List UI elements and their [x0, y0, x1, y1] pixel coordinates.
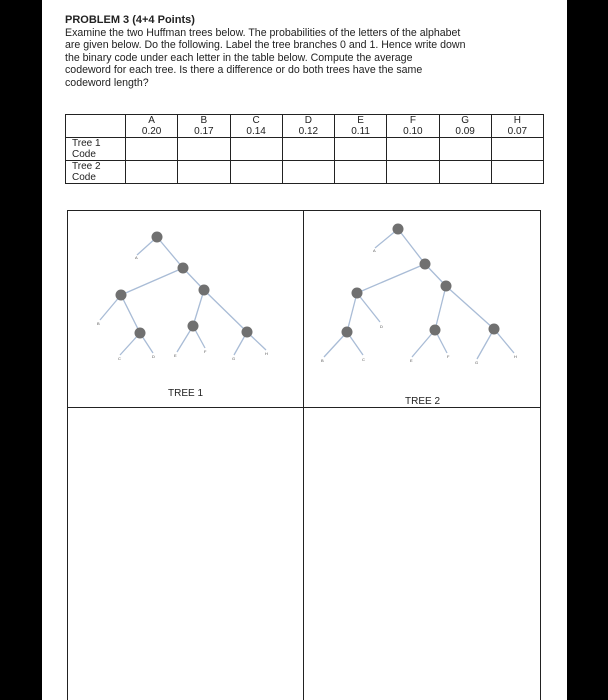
tree2-leaf-label: C — [362, 357, 365, 362]
tree1-leaf-label: E — [174, 353, 177, 358]
tree2-edge — [357, 293, 380, 322]
tree1-leaf-label: A — [135, 255, 138, 260]
tree1-node — [242, 327, 253, 338]
tree1-diagram — [97, 232, 268, 362]
letter-cell: D — [282, 115, 334, 127]
table-corner-cell — [66, 126, 126, 138]
tree2-edge — [435, 286, 446, 330]
huffman-trees — [67, 210, 541, 410]
tree1-code-row — [66, 138, 544, 161]
code-cell[interactable] — [439, 138, 491, 161]
description-line: Examine the two Huffman trees below. The probabilities of the letters of the alphabet — [65, 27, 461, 39]
probability-cell: 0.10 — [387, 126, 439, 138]
tree2-leaf-label: H — [514, 354, 517, 359]
table-corner-cell — [66, 115, 126, 127]
tree1-node — [116, 290, 127, 301]
tree1-node — [199, 285, 210, 296]
tree1-leaf-label: F — [204, 349, 207, 354]
code-cell[interactable] — [387, 138, 439, 161]
tree1-nodes — [116, 232, 253, 339]
tree2-caption: TREE 2 — [405, 396, 441, 407]
probability-cell: 0.11 — [335, 126, 387, 138]
code-cell[interactable] — [230, 138, 282, 161]
tree1-leaf-label: G — [232, 356, 236, 361]
tree2-node — [393, 224, 404, 235]
tree2-node — [342, 327, 353, 338]
tree2-leaf-label: E — [410, 358, 413, 363]
row-label-line: Tree 2 — [72, 161, 101, 172]
code-cell[interactable] — [439, 161, 491, 184]
tree2-node — [430, 325, 441, 336]
letter-cell: B — [178, 115, 230, 127]
tree1-edge — [157, 237, 183, 268]
code-cell[interactable] — [282, 161, 334, 184]
tree2-edge — [347, 293, 357, 332]
probability-cell: 0.07 — [491, 126, 543, 138]
letter-cell: A — [126, 115, 178, 127]
tree1-edge — [121, 268, 183, 295]
probability-row — [66, 126, 544, 138]
letter-cell: H — [491, 115, 543, 127]
tree2-edge — [398, 229, 425, 264]
tree1-node — [188, 321, 199, 332]
tree2-node — [352, 288, 363, 299]
tree1-node — [135, 328, 146, 339]
code-cell[interactable] — [178, 138, 230, 161]
tree2-leaf-label: A — [373, 248, 376, 253]
letter-cell: F — [387, 115, 439, 127]
tree2-node — [489, 324, 500, 335]
tree1-node — [152, 232, 163, 243]
code-cell[interactable] — [491, 138, 543, 161]
tree1-leaf-label: C — [118, 356, 121, 361]
document-page — [42, 0, 567, 700]
tree1-node — [178, 263, 189, 274]
description-line: codeword length? — [65, 76, 149, 89]
code-cell[interactable] — [335, 161, 387, 184]
tree1-edge — [204, 290, 247, 332]
code-cell[interactable] — [126, 138, 178, 161]
probability-cell: 0.17 — [178, 126, 230, 138]
problem-heading: PROBLEM 3 (4+4 Points) — [65, 14, 195, 26]
tree1-edge — [193, 290, 204, 326]
tree1-row-label — [66, 138, 126, 161]
tree2-edge — [446, 286, 494, 329]
tree2-node — [420, 259, 431, 270]
code-cell[interactable] — [387, 161, 439, 184]
description-line: are given below. Do the following. Label the tree branches 0 and 1. Hence write down — [65, 39, 466, 52]
tree2-nodes — [342, 224, 500, 338]
probability-cell: 0.12 — [282, 126, 334, 138]
row-label-line: Tree 1 — [72, 138, 101, 149]
code-cell[interactable] — [178, 161, 230, 184]
tree1-leaf-label: D — [152, 354, 155, 359]
tree2-leaf-label: B — [321, 358, 324, 363]
tree2-leaf-label: G — [475, 360, 479, 365]
code-cell[interactable] — [282, 138, 334, 161]
letter-row — [66, 115, 544, 127]
tree2-diagram — [321, 224, 517, 366]
code-cell[interactable] — [126, 161, 178, 184]
letter-cell: E — [335, 115, 387, 127]
tree1-leaf-label: H — [265, 351, 268, 356]
tree2-leaf-label: D — [380, 324, 383, 329]
probability-cell: 0.09 — [439, 126, 491, 138]
letter-cell: C — [230, 115, 282, 127]
description-line: codeword for each tree. Is there a difference or do both trees have the same — [65, 64, 423, 77]
tree2-edge — [357, 264, 425, 293]
probability-cell: 0.14 — [230, 126, 282, 138]
problem-description — [65, 27, 543, 89]
row-label-line: Code — [72, 149, 96, 160]
tree2-node — [441, 281, 452, 292]
tree2-row-label — [66, 161, 126, 184]
letter-cell: G — [439, 115, 491, 127]
tree2-code-row — [66, 161, 544, 184]
code-cell[interactable] — [335, 138, 387, 161]
tree1-leaf-label: B — [97, 321, 100, 326]
description-line: the binary code under each letter in the table below. Compute the average — [65, 51, 413, 64]
row-label-line: Code — [72, 172, 96, 183]
tree1-caption: TREE 1 — [168, 388, 204, 399]
code-table — [65, 114, 544, 184]
tree2-leaf-label: F — [447, 354, 450, 359]
tree1-edge — [121, 295, 140, 333]
code-cell[interactable] — [230, 161, 282, 184]
probability-cell: 0.20 — [126, 126, 178, 138]
tree2-leaf-labels — [321, 248, 517, 365]
code-cell[interactable] — [491, 161, 543, 184]
